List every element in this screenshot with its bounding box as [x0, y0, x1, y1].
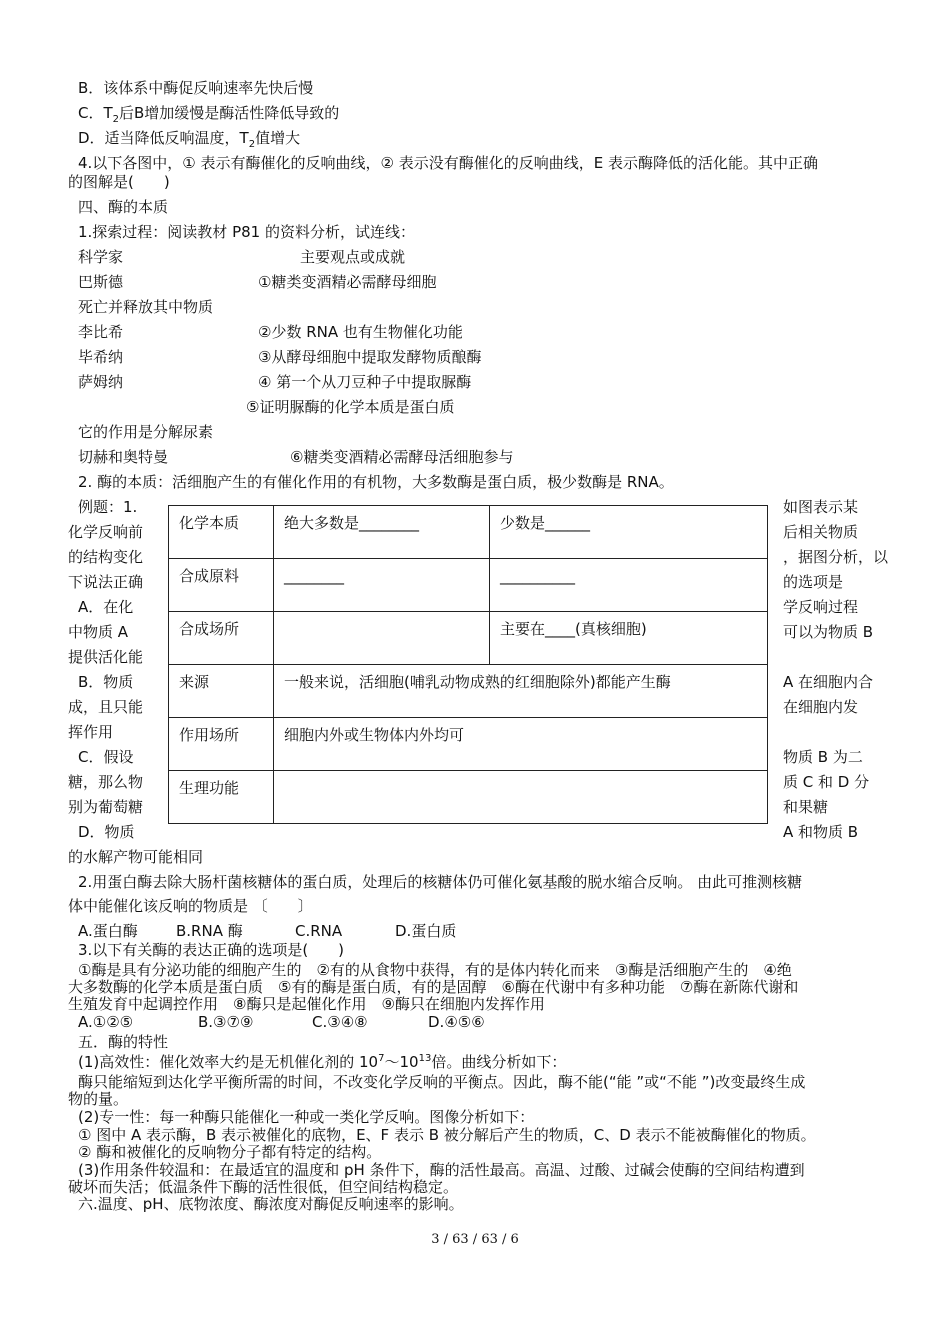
- example-right-line: 质 C 和 D 分: [783, 773, 870, 791]
- table-row: [169, 506, 768, 559]
- example-left-line: 糖，那么物: [68, 773, 144, 791]
- option-c: C．$T_2$后B增加缓慢是酶活性降低导致的: [78, 104, 340, 125]
- table-cell: 少数是______: [490, 506, 768, 559]
- example-right-line: 和果糖: [783, 798, 829, 816]
- question-3-line2: 大多数酶的化学本质是蛋白质 ⑤有的酶是蛋白质，有的是固醇 ⑥酶在代谢中有多种功能 ⑦酶在新陈代谢和: [68, 978, 799, 996]
- example-left-line: D．物质: [78, 823, 135, 841]
- q3-option-d: D.④⑤⑥: [428, 1013, 485, 1031]
- example-right-line: 在细胞内发: [783, 698, 859, 716]
- enzyme-essence: 2. 酶的本质：活细胞产生的有催化作用的有机物，大多数酶是蛋白质，极少数酶是 RNA。: [78, 473, 674, 491]
- question-3-stem: 3.以下有关酶的表达正确的选项是( ): [78, 941, 345, 959]
- example-left-line: 中物质 A: [68, 623, 129, 641]
- table-label: 生理功能: [169, 771, 274, 824]
- table-label: 来源: [169, 665, 274, 718]
- question-2-line1: 2.用蛋白酶去除大肠杆菌核糖体的蛋白质，处理后的核糖体仍可催化氨基酸的脱水缩合反响。 由此可推测核糖: [78, 873, 803, 891]
- specificity-line2: ① 图中 A 表示酶，B 表示被催化的底物，E、F 表示 B 被分解后产生的物质，C、D 表示不能被酶催化的物质。: [78, 1126, 816, 1144]
- view-3: ③从酵母细胞中提取发酵物质酿酶: [258, 348, 482, 366]
- table-label: 合成原料: [169, 559, 274, 612]
- example-right-line: 物质 B 为二: [783, 748, 863, 766]
- q2-option-d: D.蛋白质: [395, 922, 457, 940]
- example-right-line: 可以为物质 B: [783, 623, 874, 641]
- q3-option-a: A.①②⑤: [78, 1013, 134, 1031]
- question-4-line1: 4.以下各图中，① 表示有酶催化的反响曲线，② 表示没有酶催化的反响曲线，E 表示酶降低的活化能。其中正确: [78, 154, 818, 172]
- table-cell: [274, 612, 490, 665]
- high-efficiency-line3: 物的量。: [68, 1090, 129, 1108]
- question-3-line3: 生殖发育中起调控作用 ⑧酶只是起催化作用 ⑨酶只在细胞内发挥作用: [68, 995, 545, 1013]
- table-cell: 一般来说，活细胞(哺乳动物成熟的红细胞除外)都能产生酶: [274, 665, 768, 718]
- example-right-line: ，据图分析，以: [783, 548, 889, 566]
- mild-conditions: (3)作用条件较温和：在最适宜的温度和 pH 条件下，酶的活性最高。高温、过酸、过碱会使酶的空间结构遭到: [78, 1161, 805, 1179]
- example-left-line: 提供活化能: [68, 648, 144, 666]
- table-row: [169, 718, 768, 771]
- example-tail: 的水解产物可能相同: [68, 848, 204, 866]
- scientist-4: 萨姆纳: [78, 373, 124, 391]
- q3-option-b: B.③⑦⑨: [198, 1013, 254, 1031]
- mild-conditions-line2: 破坏而失活；低温条件下酶的活性很低，但空间结构稳定。: [68, 1178, 459, 1196]
- view-5: ⑤证明脲酶的化学本质是蛋白质: [246, 398, 455, 416]
- table-cell: [274, 771, 768, 824]
- table-label: 化学本质: [169, 506, 274, 559]
- example-right-line: 的选项是: [783, 573, 844, 591]
- table-cell: 主要在____(真核细胞): [490, 612, 768, 665]
- section-5-heading: 五．酶的特性: [78, 1033, 169, 1051]
- view-2: ②少数 RNA 也有生物催化功能: [258, 323, 463, 341]
- view-4: ④ 第一个从刀豆种子中提取脲酶: [258, 373, 472, 391]
- question-3-line1: ①酶是具有分泌功能的细胞产生的 ②有的从食物中获得，有的是体内转化而来 ③酶是活细胞产生的 ④绝: [78, 961, 792, 979]
- table-cell: ________: [274, 559, 490, 612]
- table-row: [169, 771, 768, 824]
- example-right-line: 学反响过程: [783, 598, 859, 616]
- example-right-line: 如图表示某: [783, 498, 859, 516]
- view-1: ①糖类变酒精必需酵母细胞: [258, 273, 437, 291]
- example-left-line: C．假设: [78, 748, 134, 766]
- example-left-line: 化学反响前: [68, 523, 144, 541]
- q2-option-a: A.蛋白酶: [78, 922, 138, 940]
- q3-option-c: C.③④⑧: [312, 1013, 368, 1031]
- option-d: D．适当降低反响温度，$T_2$值增大: [78, 129, 301, 150]
- example-left-line: B．物质: [78, 673, 134, 691]
- explore-instruction: 1.探索过程：阅读教材 P81 的资料分析，试连线：: [78, 223, 415, 241]
- example-right-line: A 在细胞内合: [783, 673, 874, 691]
- table-row: [169, 612, 768, 665]
- view-6: ⑥糖类变酒精必需酵母活细胞参与: [290, 448, 514, 466]
- example-right-line: 后相关物质: [783, 523, 859, 541]
- option-b: B．该体系中酶促反响速率先快后慢: [78, 79, 314, 97]
- table-label: 合成场所: [169, 612, 274, 665]
- table-cell: __________: [490, 559, 768, 612]
- table-row: [169, 665, 768, 718]
- example-left-line: 下说法正确: [68, 573, 144, 591]
- enzyme-table: [168, 505, 768, 824]
- example-left-line: A．在化: [78, 598, 134, 616]
- scientist-3: 毕希纳: [78, 348, 124, 366]
- page-number: 3 / 63 / 63 / 6: [431, 1232, 519, 1247]
- section-4-heading: 四、酶的本质: [78, 198, 169, 216]
- table-cell: 绝大多数是________: [274, 506, 490, 559]
- example-left-line: 成，且只能: [68, 698, 144, 716]
- col-header-view: 主要观点或成就: [300, 248, 406, 266]
- high-efficiency-line2: 酶只能缩短到达化学平衡所需的时间，不改变化学反响的平衡点。因此，酶不能(“能 ”或“不能 ”)改变最终生成: [78, 1073, 806, 1091]
- question-4-line2: 的图解是( ): [68, 173, 170, 191]
- scientist-2: 李比希: [78, 323, 124, 341]
- q2-option-b: B.RNA 酶: [176, 922, 243, 940]
- question-2-line2: 体中能催化该反响的物质是 〔 〕: [68, 897, 313, 915]
- view-5-cont: 它的作用是分解尿素: [78, 423, 214, 441]
- high-efficiency: (1)高效性：催化效率大约是无机催化剂的 $10^7\sim 10^{13}$倍。曲线分析如下：: [78, 1053, 567, 1071]
- example-right-line: A 和物质 B: [783, 823, 859, 841]
- specificity-line3: ② 酶和被催化的反响物分子都有特定的结构。: [78, 1143, 382, 1161]
- view-1-cont: 死亡并释放其中物质: [78, 298, 214, 316]
- table-cell: 细胞内外或生物体内外均可: [274, 718, 768, 771]
- scientist-1: 巴斯德: [78, 273, 124, 291]
- example-left-line: 别为葡萄糖: [68, 798, 144, 816]
- scientist-5: 切赫和奥特曼: [78, 448, 169, 466]
- q2-option-c: C.RNA: [295, 922, 343, 940]
- table-row: [169, 559, 768, 612]
- section-6-heading: 六.温度、pH、底物浓度、酶浓度对酶促反响速率的影响。: [78, 1195, 464, 1213]
- example-left-line: 的结构变化: [68, 548, 144, 566]
- specificity: (2)专一性：每一种酶只能催化一种或一类化学反响。图像分析如下：: [78, 1108, 535, 1126]
- example-left-line: 挥作用: [68, 723, 114, 741]
- example-left-line: 例题：1.: [78, 498, 138, 516]
- table-label: 作用场所: [169, 718, 274, 771]
- col-header-scientist: 科学家: [78, 248, 124, 266]
